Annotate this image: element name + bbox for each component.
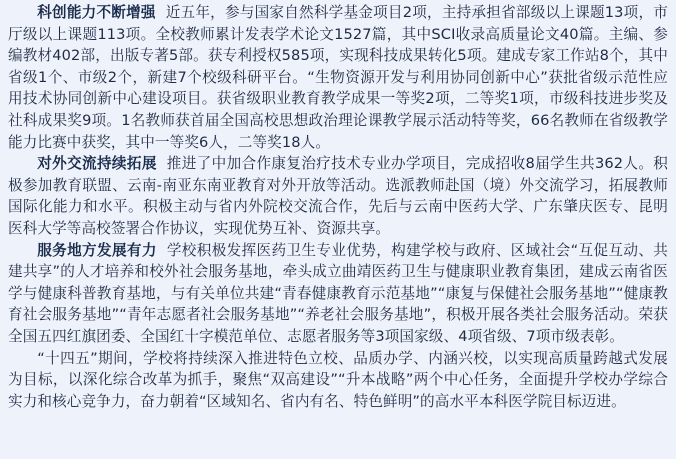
paragraph-text-outlook: “十四五”期间，学校将持续深入推进特色立校、品质办学、内涵兴校，以实现高质量跨越式发展为目标，以深化综合改革为抓手，聚焦“双高建设”“升本战略”两个中心任务，全面提升学校办学综合实力和核心竞争力，奋力朝着“区域知名、省内有名、特色鲜明”的高水平本科医学院目标迈进。 — [8, 349, 668, 410]
paragraph-heading-service: 服务地方发展有力 — [37, 241, 157, 259]
paragraph-text-exchange: 推进了中加合作康复治疗技术专业办学项目，完成招收8届学生共362人。积极参加教育联盟、云南-南亚东南亚教育对外开放等活动。选派教师赴国（境）外交流学习，拓展教师国际化能力和水平。积极主动与省内外院校交流合作，先后与云南中医药大学、广东肇庆医专、昆明医科大学等高校签署合作协议，实现优势互补、资源共享。 — [8, 155, 668, 237]
paragraph-service — [8, 240, 668, 348]
paragraph-heading-exchange: 对外交流持续拓展 — [37, 155, 157, 173]
paragraph-text-service: 学校积极发挥医药卫生专业优势，构建学校与政府、区域社会“互促互动、共建共享”的人才培养和校外社会服务基地，牵头成立曲靖医药卫生与健康职业教育集团，建成云南省医学与健康科普教育基地，与有关单位共建“青春健康教育示范基地”“康复与保健社会服务基地”“健康教育社会服务基地”“青年志愿者社会服务基地”“养老社会服务基地”，积极开展各类社会服务活动。荣获全国五四红旗团委、全国红十字模范单位、志愿者服务等3项国家级、4项省级、7项市级表彰。 — [8, 241, 668, 345]
paragraph-exchange — [8, 153, 668, 239]
paragraph-outlook — [8, 348, 668, 413]
paragraph-heading-research: 科创能力不断增强 — [37, 4, 156, 21]
paragraph-research — [8, 2, 668, 153]
paragraph-text-research: 近五年，参与国家自然科学基金项目2项，主持承担省部级以上课题13项，市厅级以上课题113项。全校教师累计发表学术论文1527篇，其中SCI收录高质量论文40篇。主编、参编教材402部，出版专著5部。获专利授权585项，实现科技成果转化5项。建成专家工作站8个，其中省级1个、市级2个，新建7个校级科研平台。“生物资源开发与利用协同创新中心”获批省级示范性应用技术协同创新中心建设项目。获省级职业教育教学成果一等奖2项，二等奖1项，市级科技进步奖及社科成果奖9项。1名教师获首届全国高校思想政治理论课教学展示活动特等奖，66名教师在省级教学能力比赛中获奖，其中一等奖6人，二等奖18人。 — [8, 4, 668, 151]
